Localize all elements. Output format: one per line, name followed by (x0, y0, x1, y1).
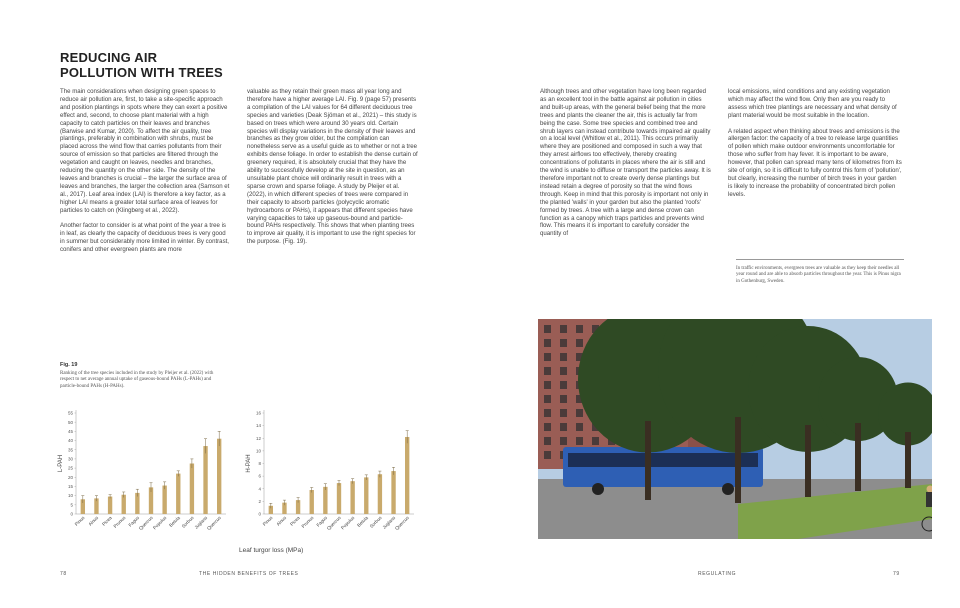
y-tick-label: 10 (255, 448, 261, 454)
figure-caption: Ranking of the tree species included in the study by Pleijer et al. (2022) with respect to net average annual uptake of gaseous-bound PAHs (L-PAHs) and particle-bound PAHs (H-PAHs). (60, 371, 214, 389)
window (560, 353, 567, 361)
x-tick-label: Alnus (275, 515, 288, 527)
footer-page-left: 78 (60, 571, 67, 577)
x-tick-label: Juglans (193, 515, 209, 530)
y-tick-label: 45 (67, 428, 73, 434)
footer-page-right: 79 (893, 571, 900, 577)
y-tick-label: 20 (67, 474, 73, 480)
tree-trunk (855, 423, 861, 491)
photo-caption: In traffic environments, evergreen trees are valuable as they keep their needles all year round and are able to absorb particles throughout the year. This is Pinus nigra in Gothenburg, Sweden. (736, 266, 901, 284)
y-tick-label: 0 (70, 511, 73, 517)
x-tick-label: Picea (101, 515, 113, 527)
window (560, 339, 567, 347)
y-tick-label: 2 (258, 498, 261, 504)
window (560, 367, 567, 375)
x-tick-label: Quercus (394, 515, 410, 531)
y-tick-label: 35 (67, 447, 73, 453)
x-tick-label: Fagus (127, 515, 141, 528)
x-tick-label: Quercus (325, 515, 342, 531)
bar (350, 481, 354, 514)
window (544, 451, 551, 459)
y-tick-label: 4 (258, 486, 261, 492)
paragraph: Although trees and other vegetation have long been regarded as an excellent tool in the battle against air pollution in cities and built-up areas, with the general belief being that the more trees and plants the cleaner the air, this is actually far from being the case. Some tree species and combined tree and shrub layers can instead contribute towards impaired air quality on a local level (Whitlow et al., 2011). This occurs primarily where they are positioned and composed in such a way that they arrest airflows too effectively, thereby creating concentrations of pollutants in places where the air is still and the wind is unable to diffuse or transport the particles away. It is therefore important not to create overly dense plantings but instead retain a degree of porosity so that the wind flows through. Keep in mind that this porosity is important not only in the planted 'walls' in your garden but also the planted 'roofs' formed by trees. A tree with a large and dense crown can function as a canopy which traps particles and prevents wind flow. This means it is important to carefully consider the quantity of (540, 88, 711, 238)
text-column-1 (60, 88, 230, 262)
window (544, 325, 551, 333)
y-tick-label: 10 (67, 493, 73, 499)
bar (337, 483, 341, 514)
window (576, 409, 583, 417)
footer-title-left: THE HIDDEN BENEFITS OF TREES (199, 571, 299, 577)
x-tick-label: Juglans (381, 515, 397, 530)
paragraph: Another factor to consider is at what point of the year a tree is in leaf, as clearly the capacity of deciduous trees is very good in summer but considerably more limited in winter. By contrast, conifers and other evergreen plants are more (60, 222, 229, 254)
x-tick-label: Populus (340, 515, 356, 531)
window (544, 437, 551, 445)
window (544, 395, 551, 403)
bar (364, 477, 368, 514)
window (576, 339, 583, 347)
window (560, 325, 567, 333)
x-tick-label: Picea (289, 515, 301, 527)
page-title (60, 50, 223, 80)
text-column-2 (247, 88, 418, 254)
x-tick-label: Prunus (300, 515, 315, 530)
tree-trunk (645, 421, 651, 500)
x-tick-label: Alnus (87, 515, 100, 527)
bar (310, 490, 314, 514)
window (544, 423, 551, 431)
bar (405, 437, 409, 514)
y-tick-label: 6 (258, 473, 261, 479)
bar (190, 464, 194, 515)
window (544, 381, 551, 389)
y-tick-label: 40 (67, 438, 73, 444)
y-axis-label: H-PAH (246, 454, 252, 473)
window (544, 353, 551, 361)
window (544, 409, 551, 417)
l-pah-chart (58, 410, 226, 531)
window (592, 437, 599, 445)
window (560, 437, 567, 445)
paragraph: The main considerations when designing green spaces to reduce air pollution are, first, to take a site-specific approach and position plantings in spots where they can exert a positive effect and, second, to choose plant material with a high capacity to catch particles on their leaves and branches (Barwise and Kumar, 2020). To affect the air quality, tree plantings, preferably in combination with shrubs, must be placed across the wind flow that carries pollutants from their source of emission so that particles are filtered through the vegetation and caught on leaves, needles and branches, reducing the quantity on the other side. The density of the leaves and branches is crucial – the larger the surface area of leaves and branches, the larger the collection area (Samson et al., 2017). Leaf area index (LAI) is therefore a key factor, as a higher LAI means a greater total surface area of leaves for particles to catch on (Klingberg et al., 2022). (60, 88, 230, 214)
y-tick-label: 30 (67, 456, 73, 462)
y-tick-label: 16 (255, 410, 261, 416)
x-tick-label: Quercus (206, 515, 222, 531)
window (576, 437, 583, 445)
window (560, 381, 567, 389)
x-tick-label: Quercus (137, 515, 154, 531)
y-tick-label: 15 (67, 484, 73, 490)
figure-charts (40, 400, 440, 560)
bar (122, 495, 126, 514)
y-tick-label: 12 (255, 435, 261, 441)
tree-trunk (735, 417, 741, 503)
bar (217, 439, 221, 514)
caption-rule (736, 259, 904, 260)
y-axis-label: L-PAH (58, 454, 64, 473)
bar (391, 471, 395, 514)
footer-title-right: REGULATING (698, 571, 737, 577)
bar (108, 497, 112, 514)
window (576, 423, 583, 431)
paragraph: A related aspect when thinking about trees and emissions is the allergen factor: the capacity of a tree to release large quantities of pollen which make outdoor environments uncomfortable for those who suffer from hay fever. It is important to be aware, however, that pollen can spread many tens of kilometres from its site of origin, so it is difficult to fully control this form of 'pollution', but clearly, increasing the number of birch trees in your garden is likely to increase the probability of concentrated birch pollen levels. (728, 127, 902, 198)
text-column-4 (728, 88, 902, 207)
y-tick-label: 50 (67, 419, 73, 425)
window (544, 367, 551, 375)
window (560, 423, 567, 431)
bar (378, 474, 382, 514)
y-tick-label: 55 (67, 410, 73, 416)
x-tick-label: Pinus (73, 515, 86, 527)
text-column-3 (540, 88, 711, 246)
window (560, 395, 567, 403)
x-axis-label: Leaf turgor loss (MPa) (239, 547, 304, 554)
bar (162, 486, 166, 514)
x-tick-label: Sorbus (368, 515, 383, 530)
y-tick-label: 5 (70, 502, 73, 508)
x-tick-label: Sorbus (180, 515, 195, 530)
window (560, 409, 567, 417)
window (544, 339, 551, 347)
bar (176, 474, 180, 514)
x-tick-label: Betula (168, 515, 181, 528)
x-tick-label: Pinus (261, 515, 274, 527)
x-tick-label: Fagus (315, 515, 329, 528)
h-pah-chart (246, 410, 414, 531)
y-tick-label: 0 (258, 511, 261, 517)
x-tick-label: Populus (152, 515, 168, 531)
bar (323, 487, 327, 514)
tree-trunk (905, 432, 911, 488)
bar (203, 446, 207, 514)
y-tick-label: 14 (255, 423, 261, 429)
x-tick-label: Prunus (112, 515, 127, 530)
paragraph: valuable as they retain their green mass all year long and therefore have a higher average LAI. Fig. 9 (page 57) presents a compilation of the LAI values for 64 different deciduous tree species and varieties (Deak Sjöman et al., 2021) – this study is based on trees which were around 30 years old. Certain species will display variations in the density of their leaves and branches as they grow older, but the compilation can nonetheless serve as a useful guide as to whether or not a tree exhibits dense foliage. In order to establish the dense curtain of greenery required, it is absolutely crucial that they have the ability to successfully develop at the site in question, as an unsuitable plant choice will ordinarily result in trees with a sparse crown and sparse foliage. A study by Pleijer et al. (2022), in which different species of trees were compared in their capacity to absorb particles (polycyclic aromatic hydrocarbons or PAHs), it appears that different species have varying capacities to take up gaseous-bound and particle-bound PAHs respectively. This shows that when planting trees to improve air quality, it is important to use the right species for the purpose. (Fig. 19). (247, 88, 418, 246)
paragraph: local emissions, wind conditions and any existing vegetation which may affect the wind flow. Only then are you ready to assess which tree plantings are necessary and what density of plant material would be most suitable in the location. (728, 88, 897, 119)
street-photo (538, 319, 932, 539)
y-tick-label: 25 (67, 465, 73, 471)
tree-trunk (805, 425, 811, 497)
title-text: REDUCING AIR POLLUTION WITH TREES (60, 50, 223, 80)
window (576, 325, 583, 333)
y-tick-label: 8 (258, 461, 261, 467)
figure-label: Fig. 19 (60, 362, 78, 368)
x-tick-label: Betula (356, 515, 369, 528)
